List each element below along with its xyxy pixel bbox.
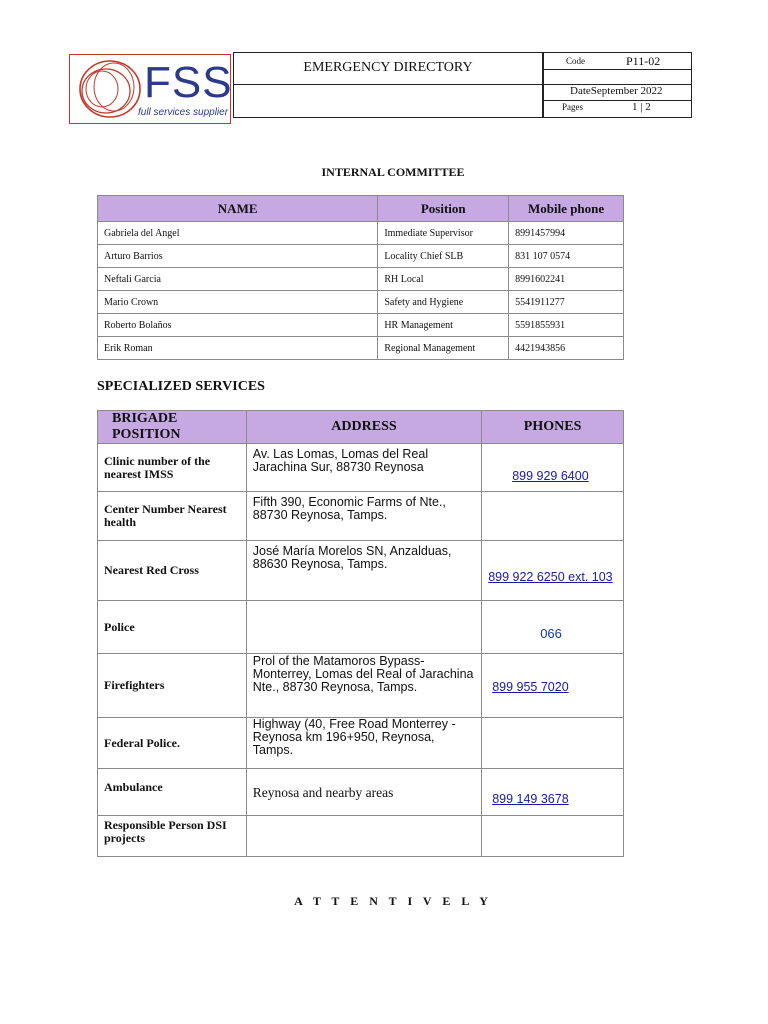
col-header-mobile: Mobile phone bbox=[509, 196, 624, 222]
brigade-position: Ambulance bbox=[98, 769, 247, 816]
member-phone: 831 107 0574 bbox=[509, 245, 624, 268]
table-row bbox=[98, 291, 624, 314]
phone-link[interactable]: 899 149 3678 bbox=[492, 791, 569, 806]
table-row bbox=[98, 541, 624, 601]
brigade-position: Nearest Red Cross bbox=[98, 541, 247, 601]
table-row bbox=[98, 314, 624, 337]
code-value: P11-02 bbox=[626, 54, 661, 68]
service-address: Reynosa and nearby areas bbox=[246, 769, 481, 816]
phone-link[interactable]: 899 955 7020 bbox=[492, 680, 569, 694]
pages-label: Pages bbox=[562, 102, 583, 112]
table-row bbox=[98, 268, 624, 291]
table-row bbox=[98, 245, 624, 268]
service-address: Prol of the Matamoros Bypass-Monterrey, Lomas del Real of Jarachina Nte., 88730 Reynosa, Tamps. bbox=[246, 654, 481, 718]
table-row bbox=[98, 337, 624, 360]
service-address: Fifth 390, Economic Farms of Nte., 88730 Reynosa, Tamps. bbox=[246, 492, 481, 541]
member-name: Gabriela del Angel bbox=[98, 222, 378, 245]
brigade-position: Center Number Nearest health bbox=[98, 492, 247, 541]
col-header-phones: PHONES bbox=[482, 411, 624, 444]
service-address bbox=[246, 816, 481, 857]
pages-value: 1 | 2 bbox=[632, 101, 651, 113]
member-phone: 8991457994 bbox=[509, 222, 624, 245]
brigade-position: Federal Police. bbox=[98, 718, 247, 769]
header-blank-cell bbox=[233, 84, 543, 118]
member-phone: 4421943856 bbox=[509, 337, 624, 360]
brigade-position: Firefighters bbox=[98, 654, 247, 718]
member-name: Neftali Garcia bbox=[98, 268, 378, 291]
phone-cell bbox=[482, 816, 624, 857]
table-row bbox=[98, 222, 624, 245]
document-title: EMERGENCY DIRECTORY bbox=[233, 52, 543, 85]
table-row bbox=[98, 718, 624, 769]
logo-subtitle: full services supplier bbox=[138, 107, 229, 118]
phone-link[interactable]: 899 929 6400 bbox=[512, 469, 589, 483]
member-phone: 8991602241 bbox=[509, 268, 624, 291]
phone-cell bbox=[482, 492, 624, 541]
info-blank-row bbox=[544, 70, 691, 85]
member-name: Roberto Bolaños bbox=[98, 314, 378, 337]
services-table bbox=[97, 410, 624, 857]
table-row bbox=[98, 654, 624, 718]
member-name: Mario Crown bbox=[98, 291, 378, 314]
date-row bbox=[544, 85, 691, 101]
member-position: HR Management bbox=[378, 314, 509, 337]
col-header-address: ADDRESS bbox=[246, 411, 481, 444]
phone-number: 066 bbox=[540, 626, 562, 641]
member-position: Immediate Supervisor bbox=[378, 222, 509, 245]
document-info-box bbox=[543, 52, 692, 118]
member-name: Arturo Barrios bbox=[98, 245, 378, 268]
brigade-position: Responsible Person DSI projects bbox=[98, 816, 247, 857]
service-address: Av. Las Lomas, Lomas del Real Jarachina Sur, 88730 Reynosa bbox=[246, 444, 481, 492]
member-name: Erik Roman bbox=[98, 337, 378, 360]
services-header-row bbox=[98, 411, 624, 444]
table-row bbox=[98, 444, 624, 492]
table-row bbox=[98, 492, 624, 541]
table-row bbox=[98, 816, 624, 857]
service-address: Highway (40, Free Road Monterrey - Reynosa km 196+950, Reynosa, Tamps. bbox=[246, 718, 481, 769]
code-label: Code bbox=[566, 56, 585, 66]
member-position: Safety and Hygiene bbox=[378, 291, 509, 314]
member-position: RH Local bbox=[378, 268, 509, 291]
date-value: September 2022 bbox=[590, 85, 663, 97]
phone-cell bbox=[482, 718, 624, 769]
brigade-position: Clinic number of the nearest IMSS bbox=[98, 444, 247, 492]
code-row bbox=[544, 53, 691, 70]
member-position: Regional Management bbox=[378, 337, 509, 360]
member-phone: 5591855931 bbox=[509, 314, 624, 337]
member-position: Locality Chief SLB bbox=[378, 245, 509, 268]
service-address: José María Morelos SN, Anzalduas, 88630 Reynosa, Tamps. bbox=[246, 541, 481, 601]
col-header-position: Position bbox=[378, 196, 509, 222]
pages-row bbox=[544, 101, 691, 117]
table-row bbox=[98, 601, 624, 654]
committee-title: INTERNAL COMMITTEE bbox=[321, 165, 465, 179]
phone-link[interactable]: 899 922 6250 ext. 103 bbox=[488, 570, 613, 584]
date-label: Date bbox=[570, 85, 591, 97]
member-phone: 5541911277 bbox=[509, 291, 624, 314]
table-row bbox=[98, 769, 624, 816]
committee-header-row bbox=[98, 196, 624, 222]
service-address bbox=[246, 601, 481, 654]
company-logo bbox=[69, 54, 231, 124]
logo-text: FSS bbox=[144, 58, 233, 107]
brigade-position: Police bbox=[98, 601, 247, 654]
closing-text: A T T E N T I V E L Y bbox=[294, 894, 492, 908]
services-title: SPECIALIZED SERVICES bbox=[97, 379, 265, 394]
col-header-brigade-position: BRIGADE POSITION bbox=[98, 411, 247, 444]
col-header-name: NAME bbox=[98, 196, 378, 222]
committee-table bbox=[97, 195, 624, 360]
